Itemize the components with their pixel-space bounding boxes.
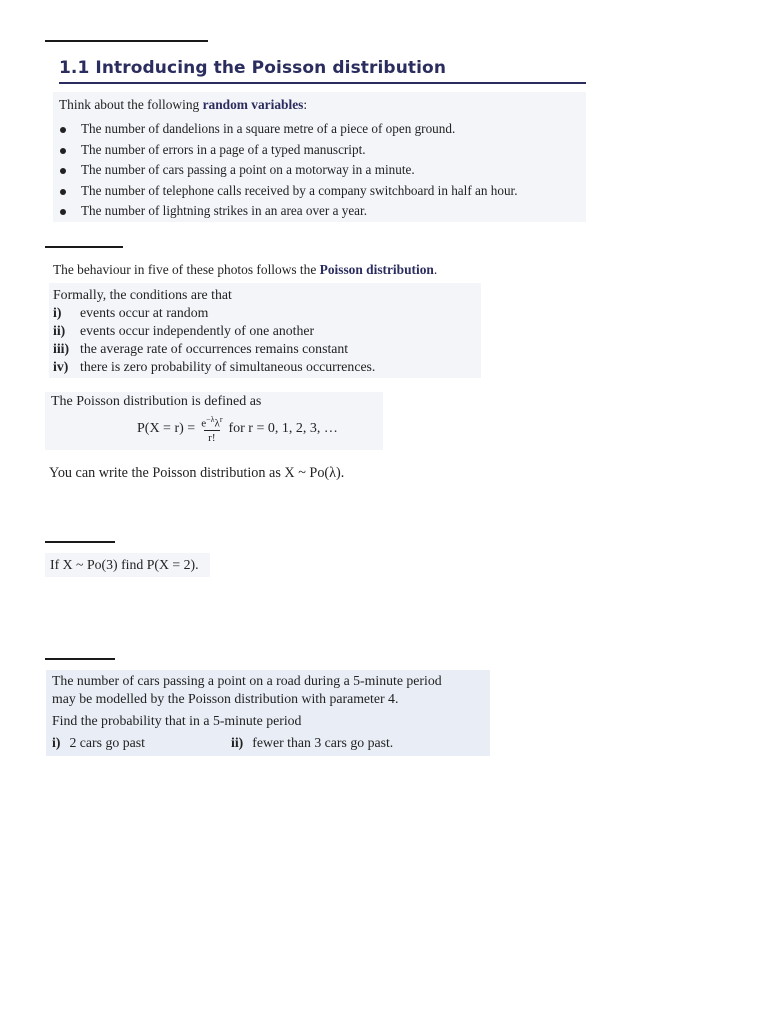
- condition-text: there is zero probability of simultaneous occurrences.: [80, 359, 376, 374]
- section-number: 1.1: [59, 58, 90, 78]
- random-variables-term: random variables: [202, 97, 304, 112]
- part-i-label: i): [52, 735, 61, 750]
- example-2-panel: [46, 670, 490, 756]
- list-item: The number of dandelions in a square metre of a piece of open ground.: [59, 119, 584, 140]
- condition-item: [53, 304, 375, 322]
- formula-lambda: λ: [214, 417, 220, 430]
- example-2-line-3: Find the probability that in a 5-minute period: [52, 713, 302, 728]
- part-i-text: 2 cars go past: [69, 735, 145, 750]
- intro-lead-end: :: [303, 97, 308, 112]
- formula-exp-lambda: −λ: [206, 415, 215, 424]
- condition-label: ii): [53, 323, 66, 338]
- formula-lhs: P(X = r) =: [137, 420, 196, 436]
- definition-panel: [45, 392, 383, 450]
- divider-rule: [45, 658, 115, 660]
- condition-item: [53, 358, 375, 376]
- conditions-list: [53, 304, 375, 376]
- condition-item: [53, 340, 375, 358]
- part-ii-label: ii): [231, 735, 244, 750]
- section-title-text: Introducing the Poisson distribution: [95, 58, 447, 78]
- top-rule: [45, 40, 208, 42]
- formula-denominator: r!: [204, 430, 219, 444]
- condition-label: iii): [53, 341, 70, 356]
- section-heading: [59, 58, 586, 84]
- part-ii-text: fewer than 3 cars go past.: [252, 735, 394, 750]
- list-item: The number of cars passing a point on a motorway in a minute.: [59, 160, 584, 181]
- section-title: [59, 58, 586, 78]
- intro-panel: [53, 92, 586, 222]
- conditions-panel: [49, 283, 481, 378]
- conditions-intro: Formally, the conditions are that: [53, 287, 232, 302]
- behaviour-text: [53, 260, 437, 281]
- formula-exp-r: r: [219, 415, 223, 424]
- list-item: The number of telephone calls received by a company switchboard in half an hour.: [59, 181, 584, 202]
- example-2-line-2: may be modelled by the Poisson distribution with parameter 4.: [52, 691, 399, 706]
- definition-intro: The Poisson distribution is defined as: [51, 394, 262, 409]
- heading-underline: [59, 82, 586, 84]
- poisson-formula: [137, 414, 338, 444]
- intro-lead: [59, 95, 307, 116]
- intro-lead-text: Think about the following: [59, 97, 203, 112]
- example-1-text: If X ~ Po(3) find P(X = 2).: [50, 557, 199, 572]
- condition-text: events occur independently of one another: [80, 323, 315, 338]
- list-item: The number of errors in a page of a typed manuscript.: [59, 140, 584, 161]
- formula-numerator: [199, 414, 224, 430]
- example-1-panel: [45, 553, 210, 577]
- divider-rule: [45, 246, 123, 248]
- example-2-part-i: [52, 733, 145, 753]
- condition-label: iv): [53, 359, 69, 374]
- condition-item: [53, 322, 375, 340]
- formula-fraction: [199, 414, 224, 444]
- formula-e: e: [201, 417, 207, 430]
- example-2-part-ii: [231, 733, 393, 753]
- condition-text: the average rate of occurrences remains constant: [80, 341, 349, 356]
- random-variables-list: [59, 119, 584, 222]
- condition-text: events occur at random: [80, 305, 209, 320]
- list-item: The number of lightning strikes in an area over a year.: [59, 201, 584, 222]
- example-2-line-1: The number of cars passing a point on a road during a 5-minute period: [52, 673, 442, 688]
- condition-label: i): [53, 305, 62, 320]
- behaviour-end: .: [433, 262, 438, 277]
- notation-text: You can write the Poisson distribution as X ~ Po(λ).: [49, 465, 345, 481]
- divider-rule: [45, 541, 115, 543]
- behaviour-body: The behaviour in five of these photos follows the: [53, 262, 320, 277]
- formula-rhs: for r = 0, 1, 2, 3, …: [228, 420, 338, 436]
- poisson-distribution-term: Poisson distribution: [319, 262, 434, 277]
